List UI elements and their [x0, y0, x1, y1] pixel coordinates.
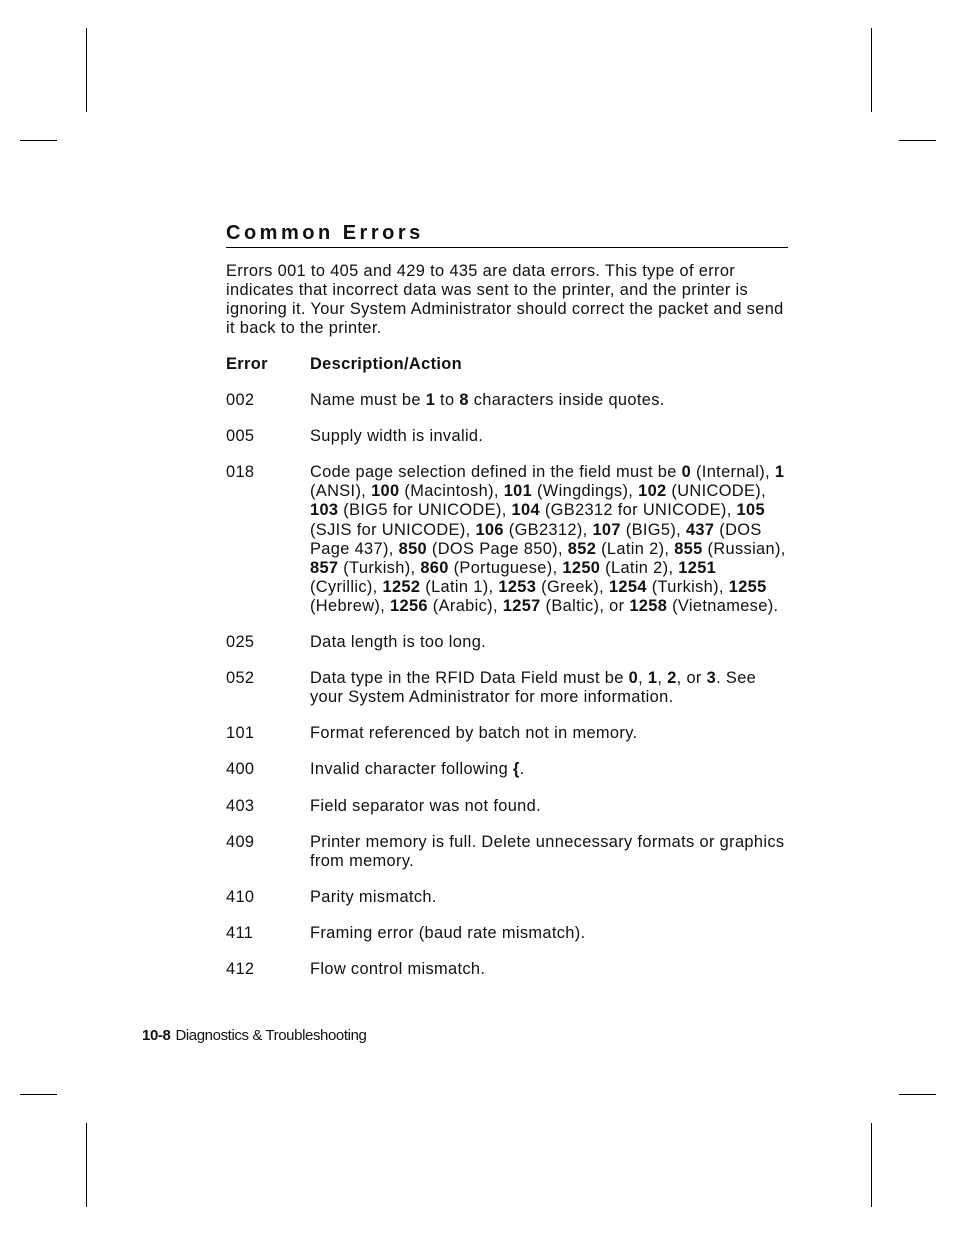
error-description	[310, 760, 788, 779]
page-number: 10-8	[142, 1027, 171, 1044]
description-segment: (Internal),	[691, 463, 775, 482]
description-segment: 855	[674, 539, 703, 558]
description-segment: (Turkish),	[646, 577, 729, 596]
error-description	[310, 724, 788, 743]
description-segment: (Hebrew),	[310, 596, 391, 615]
description-segment: (ANSI),	[310, 482, 372, 501]
description-segment: (Turkish),	[338, 558, 421, 577]
page-content	[226, 221, 788, 996]
column-header-description: Description/Action	[310, 355, 463, 373]
description-segment: 1255	[728, 577, 767, 596]
error-code: 101	[226, 724, 255, 743]
description-segment: 100	[371, 482, 400, 501]
description-segment: 107	[592, 520, 621, 539]
description-segment: (Latin 1),	[420, 577, 499, 596]
error-description	[310, 633, 788, 652]
crop-mark	[86, 28, 87, 112]
description-segment: 1251	[678, 558, 717, 577]
error-description	[310, 797, 788, 816]
description-segment: (BIG5),	[620, 520, 686, 539]
description-segment: 105	[736, 501, 765, 520]
description-segment: Format referenced by batch not in memory.	[310, 724, 638, 743]
description-segment: 1252	[382, 577, 421, 596]
table-row	[226, 960, 788, 979]
description-segment: 437	[685, 520, 715, 539]
error-description	[310, 427, 788, 446]
description-segment: Flow control mismatch.	[310, 959, 486, 978]
description-segment: 101	[503, 482, 533, 501]
chapter-title: Diagnostics & Troubleshooting	[175, 1027, 367, 1044]
description-segment: . See your System Administrator for more information.	[310, 669, 757, 707]
crop-mark	[899, 140, 936, 141]
error-description	[310, 463, 788, 616]
table-body	[226, 391, 788, 979]
description-segment: 1256	[390, 596, 428, 615]
error-description	[310, 960, 788, 979]
error-code: 002	[226, 391, 255, 410]
error-code: 052	[226, 669, 255, 688]
table-row	[226, 633, 788, 652]
table-row	[226, 888, 788, 907]
description-segment: Invalid character following	[310, 760, 513, 779]
description-segment: 1254	[608, 577, 647, 596]
description-segment: (Wingdings),	[532, 482, 639, 501]
intro-paragraph: Errors 001 to 405 and 429 to 435 are data errors. This type of error indicates that incorrect data was sent to the printer, and the printer is ignoring it. Your System Administrator should correct the packet and send it back to the printer.	[226, 262, 784, 337]
table-row	[226, 391, 788, 410]
description-segment: Printer memory is full. Delete unnecessary formats or graphics from memory.	[310, 832, 785, 870]
description-segment: (Latin 2),	[596, 539, 675, 558]
description-segment: 1257	[502, 596, 541, 615]
table-header	[226, 355, 788, 374]
description-segment: (BIG5 for UNICODE),	[338, 501, 512, 520]
table-row	[226, 797, 788, 816]
section-title: Common Errors	[226, 221, 788, 248]
description-segment: (Macintosh),	[399, 482, 504, 501]
error-description	[310, 833, 788, 871]
error-code: 018	[226, 463, 255, 482]
error-description	[310, 391, 788, 410]
description-segment: (Greek),	[536, 577, 609, 596]
crop-mark	[20, 140, 57, 141]
description-segment: 0	[681, 463, 692, 482]
description-segment: 860	[420, 558, 449, 577]
error-description	[310, 669, 788, 707]
error-description	[310, 924, 788, 943]
description-segment: (Arabic),	[427, 596, 503, 615]
description-segment: 1258	[629, 596, 668, 615]
error-code: 005	[226, 427, 255, 446]
description-segment: ,	[657, 669, 668, 688]
table-row	[226, 669, 788, 707]
description-segment: (Vietnamese).	[667, 596, 779, 615]
description-segment: (UNICODE),	[666, 482, 766, 501]
description-segment: ,	[638, 669, 648, 688]
table-row	[226, 833, 788, 871]
description-segment: 104	[511, 501, 540, 520]
table-row	[226, 760, 788, 779]
description-segment: 0	[628, 669, 639, 688]
description-segment: (Portuguese),	[448, 558, 563, 577]
description-segment: 857	[310, 558, 339, 577]
table-row	[226, 724, 788, 743]
description-segment: (Cyrillic),	[310, 577, 383, 596]
description-segment: 1	[647, 669, 658, 688]
description-segment: , or	[676, 669, 707, 688]
error-code: 403	[226, 796, 255, 815]
description-segment: Name must be	[310, 391, 426, 410]
description-segment: Field separator was not found.	[310, 796, 541, 815]
crop-mark	[871, 1123, 872, 1207]
crop-mark	[899, 1094, 936, 1095]
error-code: 400	[226, 760, 255, 779]
table-row	[226, 924, 788, 943]
description-segment: .	[519, 760, 525, 779]
page-footer	[142, 1027, 366, 1044]
description-segment: 2	[667, 669, 677, 688]
error-code: 025	[226, 633, 255, 652]
description-segment: (DOS Page 437),	[310, 520, 762, 558]
description-segment: (GB2312 for UNICODE),	[539, 501, 737, 520]
error-code: 409	[226, 832, 255, 851]
description-segment: 103	[310, 501, 339, 520]
description-segment: (GB2312),	[503, 520, 593, 539]
description-segment: Parity mismatch.	[310, 887, 437, 906]
error-code: 411	[226, 923, 254, 942]
description-segment: {	[512, 760, 520, 779]
description-segment: (DOS Page 850),	[427, 539, 568, 558]
description-segment: to	[435, 391, 460, 410]
description-segment: 102	[638, 482, 667, 501]
error-code: 410	[226, 887, 255, 906]
description-segment: Code page selection defined in the field must be	[310, 463, 682, 482]
description-segment: 852	[567, 539, 597, 558]
table-row	[226, 427, 788, 446]
description-segment: (SJIS for UNICODE),	[310, 520, 476, 539]
error-table	[226, 355, 788, 979]
description-segment: 106	[475, 520, 504, 539]
description-segment: Framing error (baud rate mismatch).	[310, 923, 586, 942]
description-segment: (Baltic), or	[540, 596, 630, 615]
table-row	[226, 463, 788, 616]
description-segment: 1250	[562, 558, 601, 577]
error-description	[310, 888, 788, 907]
description-segment: (Latin 2),	[600, 558, 679, 577]
description-segment: (Russian),	[702, 539, 786, 558]
description-segment: Supply width is invalid.	[310, 427, 484, 446]
description-segment: 8	[459, 391, 469, 410]
description-segment: 850	[398, 539, 428, 558]
description-segment: 3	[706, 669, 717, 688]
column-header-error: Error	[226, 355, 268, 373]
description-segment: Data length is too long.	[310, 633, 487, 652]
description-segment: Data type in the RFID Data Field must be	[310, 669, 629, 688]
crop-mark	[86, 1123, 87, 1207]
description-segment: 1	[774, 463, 785, 482]
description-segment: 1253	[498, 577, 537, 596]
error-code: 412	[226, 959, 255, 978]
crop-mark	[871, 28, 872, 112]
crop-mark	[20, 1094, 57, 1095]
description-segment: 1	[425, 391, 436, 410]
description-segment: characters inside quotes.	[468, 391, 665, 410]
